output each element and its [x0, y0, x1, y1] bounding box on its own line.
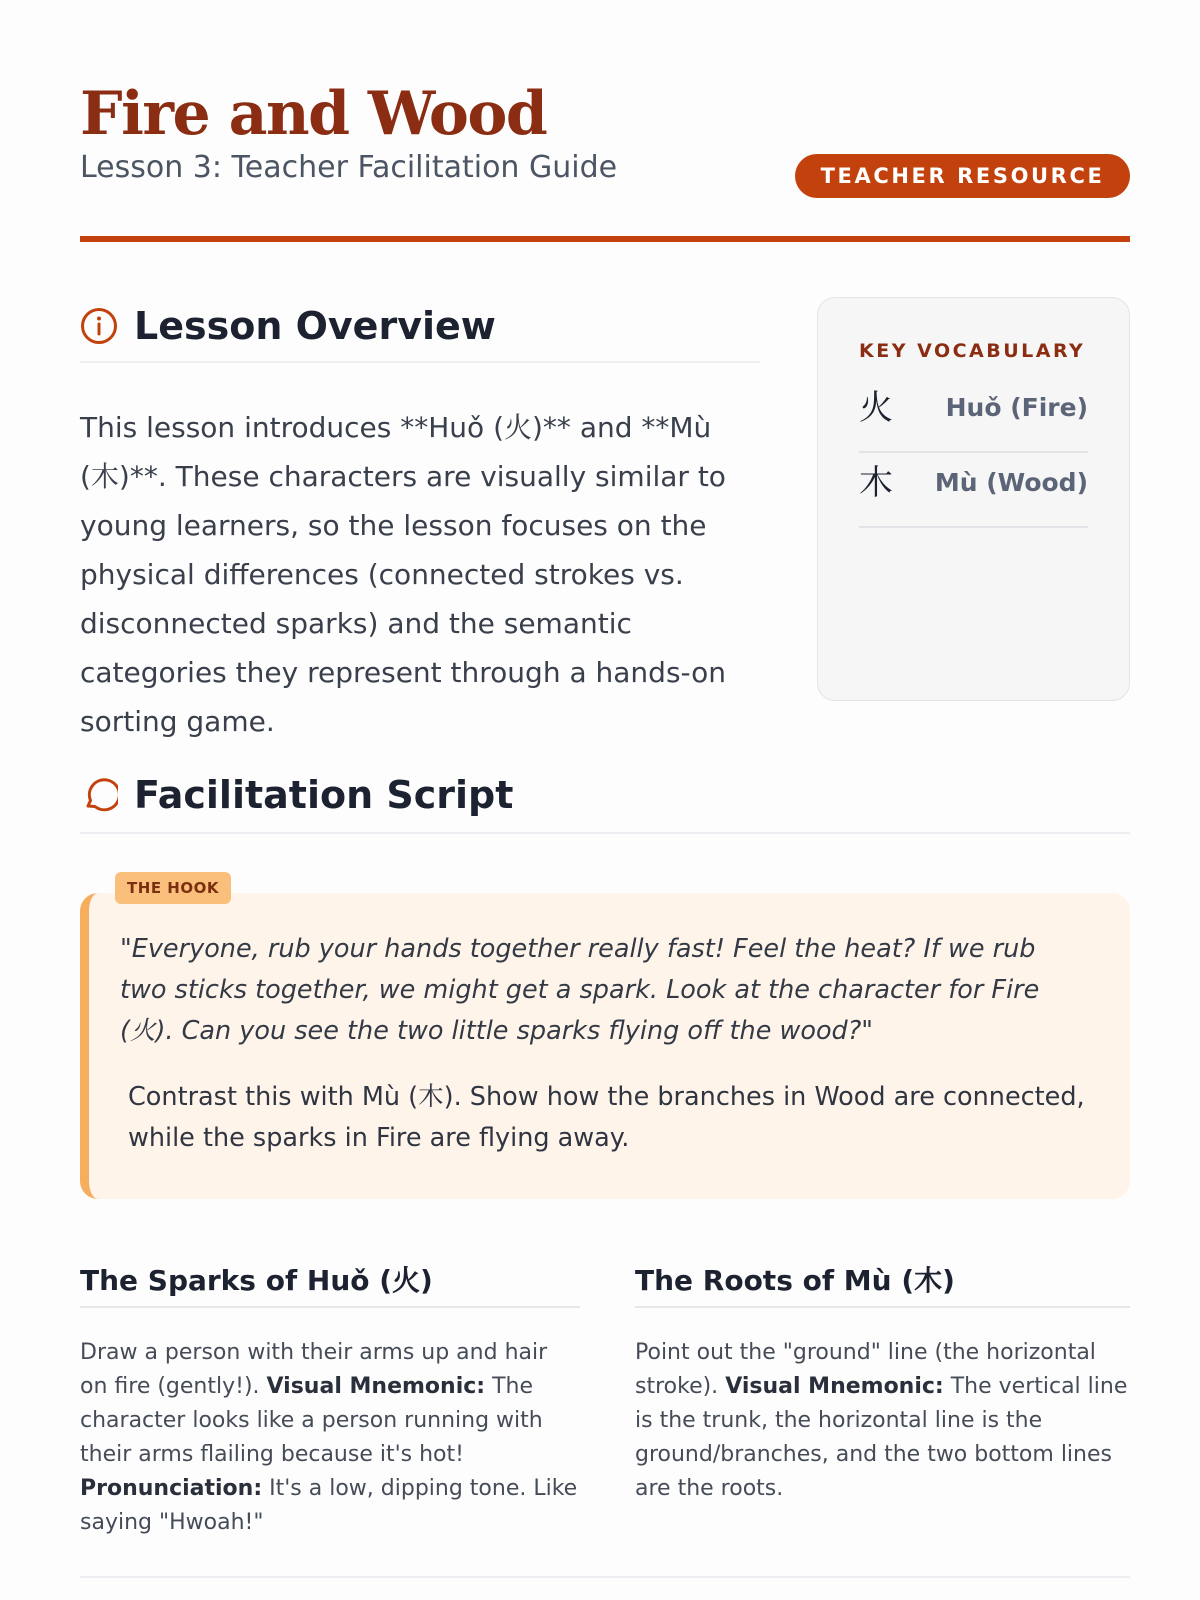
vocab-character: 木: [859, 463, 893, 503]
hook-quote: "Everyone, rub your hands together really fast! Feel the heat? If we rub two sticks together, we might get a spark. Look at the character for Fire (火). Can you see the two little sparks flying off the wood?": [120, 934, 1040, 1046]
page-subtitle: Lesson 3: Teacher Facilitation Guide: [80, 150, 618, 185]
huo-mnemonic-text: The character looks like a person running with their arms flailing because it's hot!: [80, 1374, 543, 1467]
key-vocabulary-card: [817, 297, 1130, 701]
mu-column-text: [635, 1336, 1130, 1506]
overview-heading-label: Lesson Overview: [134, 304, 496, 348]
huo-pronunciation-text: It's a low, dipping tone. Like saying "Hwoah!": [80, 1476, 578, 1535]
header-divider: [80, 236, 1130, 242]
hook-note: Contrast this with Mù (木). Show how the branches in Wood are connected, while the sparks in Fire are flying away.: [128, 1082, 1085, 1153]
mu-mnemonic-label: Visual Mnemonic:: [725, 1374, 944, 1399]
huo-mnemonic-label: Visual Mnemonic:: [266, 1374, 486, 1399]
mu-column-title: The Roots of Mù (木): [635, 1264, 955, 1297]
mu-mnemonic-text: The vertical line is the trunk, the horizontal line is the ground/branches, and the two bottom lines are the roots.: [635, 1374, 1128, 1501]
info-circle-icon: [80, 307, 118, 345]
key-vocabulary-title: KEY VOCABULARY: [859, 340, 1086, 362]
footer-divider: [80, 1576, 1130, 1578]
overview-heading: [80, 303, 496, 349]
vocab-item: [859, 453, 1088, 528]
speech-bubble-icon: [80, 776, 118, 814]
script-heading: [80, 772, 513, 818]
huo-column-text: [80, 1336, 580, 1540]
page-title: Fire and Wood: [80, 79, 547, 149]
huo-intro: Draw a person with their arms up and hair on fire (gently!).: [80, 1340, 548, 1399]
script-divider: [80, 832, 1130, 834]
vocab-character: 火: [859, 388, 893, 428]
mu-intro: Point out the "ground" line (the horizontal stroke).: [635, 1340, 1096, 1399]
huo-pronunciation-label: Pronunciation:: [80, 1476, 263, 1501]
vocab-term: Huǒ (Fire): [945, 393, 1088, 422]
teacher-resource-badge: TEACHER RESOURCE: [795, 154, 1130, 198]
huo-column-title: The Sparks of Huǒ (火): [80, 1264, 433, 1297]
mu-column-divider: [635, 1306, 1130, 1308]
hook-label: THE HOOK: [115, 872, 231, 904]
overview-divider: [80, 361, 760, 363]
script-heading-label: Facilitation Script: [134, 773, 514, 817]
vocab-item: [859, 378, 1088, 453]
overview-text: This lesson introduces **Huǒ (火)** and **Mù (木)**. These characters are visually similar to young learners, so the lesson focuses on the physical differences (connected strokes vs. disconnected sparks) and the semantic categories they represent through a hands-on sorting game.: [80, 411, 727, 738]
vocab-term: Mù (Wood): [934, 468, 1088, 497]
huo-column-divider: [80, 1306, 580, 1308]
